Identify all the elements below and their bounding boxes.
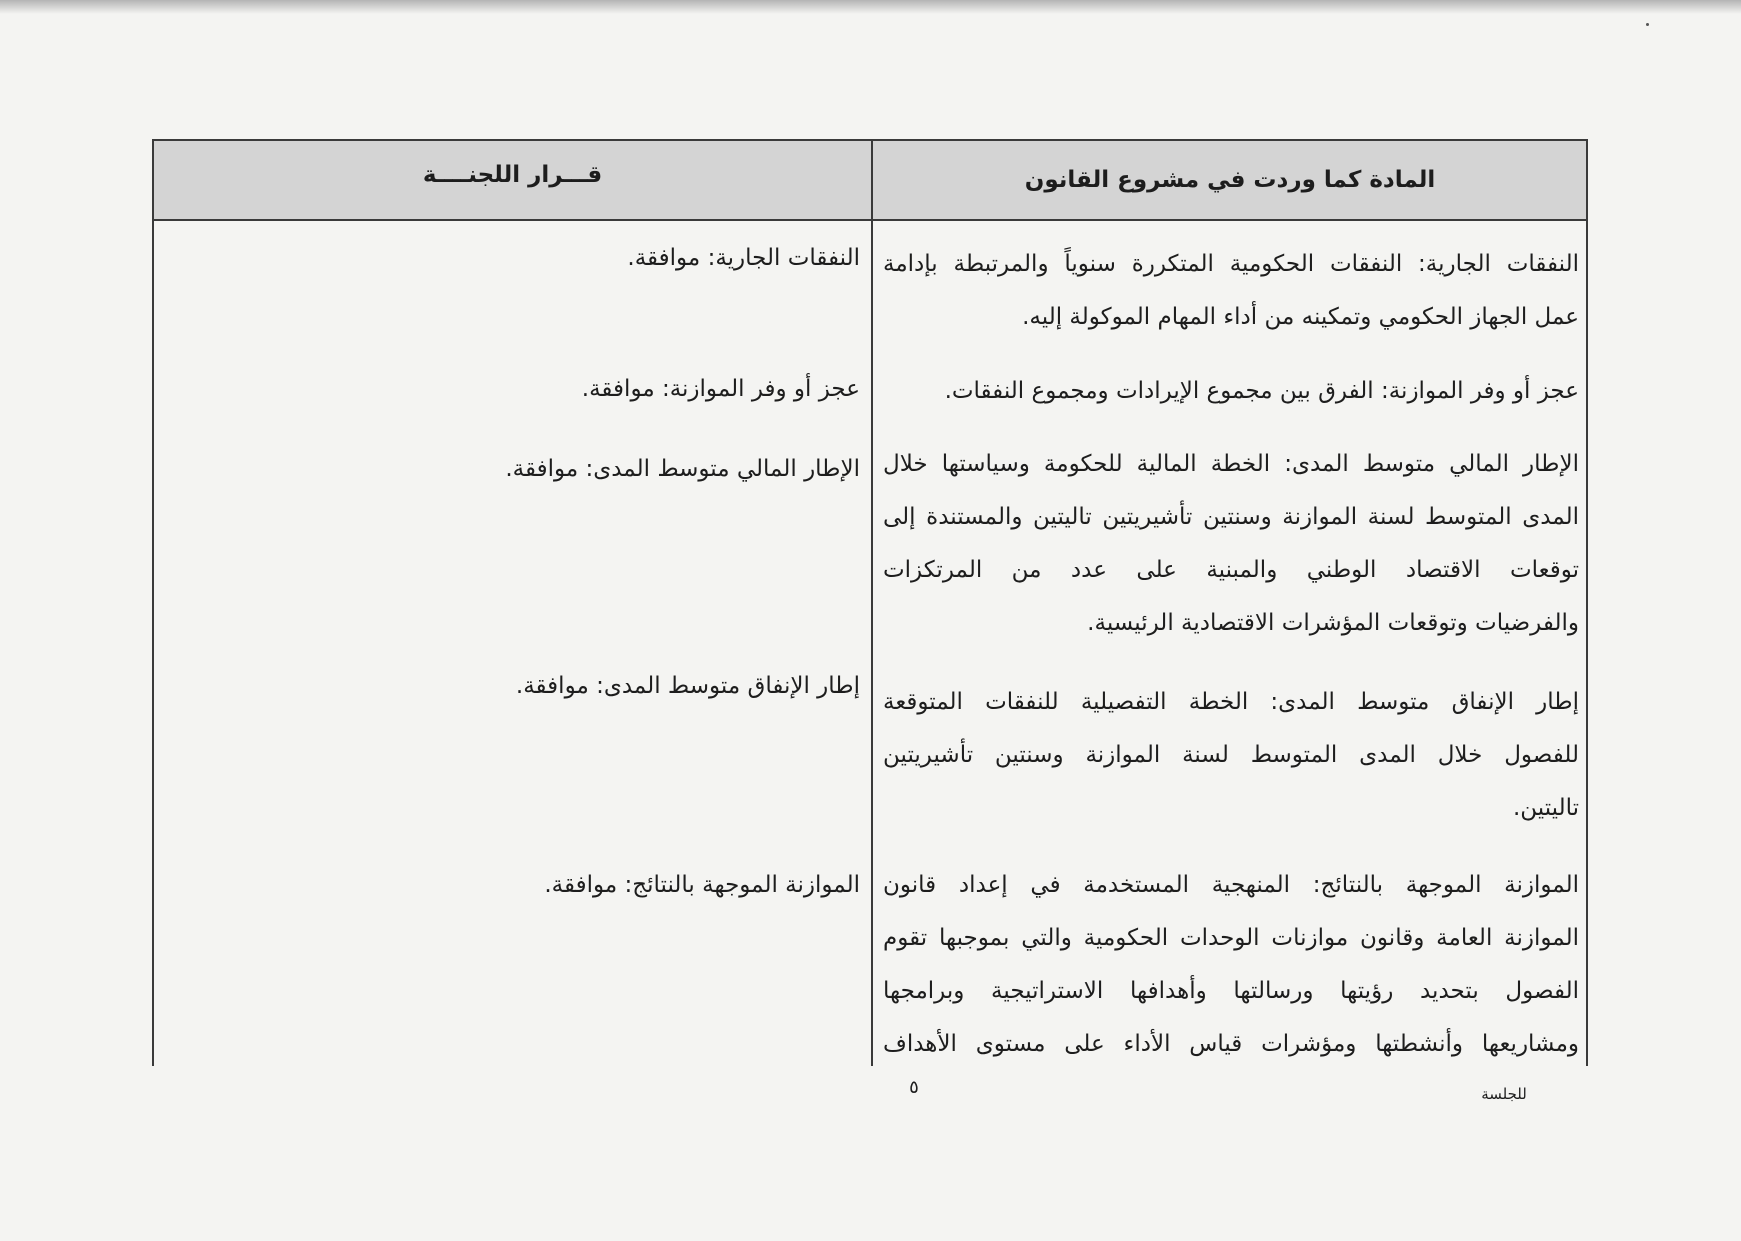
scan-speck	[1646, 23, 1649, 26]
article-line: الموازنة العامة وقانون موازنات الوحدات الحكومية والتي بموجبها تقوم	[883, 925, 1579, 951]
table-border-right	[1586, 139, 1588, 1066]
article-line: توقعات الاقتصاد الوطني والمبنية على عدد من المرتكزات	[883, 557, 1579, 583]
scan-edge-shadow	[0, 0, 1741, 14]
article-line: إطار الإنفاق متوسط المدى: الخطة التفصيلية للنفقات المتوقعة	[883, 689, 1579, 715]
article-text	[883, 676, 1579, 835]
table-row	[152, 232, 1588, 344]
article-text	[883, 238, 1579, 344]
table-row	[152, 363, 1588, 418]
article-line: للفصول خلال المدى المتوسط لسنة الموازنة وسنتين تأشيريتين	[883, 742, 1579, 768]
table-column-divider	[871, 139, 873, 1066]
session-label: للجلسة	[1481, 1085, 1527, 1103]
article-line: والفرضيات وتوقعات المؤشرات الاقتصادية الرئيسية.	[1087, 610, 1579, 636]
header-article-as-in-draft-law: المادة كما وردت في مشروع القانون	[1024, 167, 1436, 193]
article-text	[883, 859, 1579, 1071]
article-line: النفقات الجارية: النفقات الحكومية المتكررة سنوياً والمرتبطة بإدامة	[883, 251, 1579, 277]
article-line: عجز أو وفر الموازنة: الفرق بين مجموع الإيرادات ومجموع النفقات.	[944, 378, 1579, 404]
committee-decision-text: النفقات الجارية: موافقة.	[627, 245, 860, 271]
article-line: الإطار المالي متوسط المدى: الخطة المالية للحكومة وسياستها خلال	[883, 451, 1579, 477]
committee-decision-text: الإطار المالي متوسط المدى: موافقة.	[505, 456, 860, 482]
committee-decision-text: إطار الإنفاق متوسط المدى: موافقة.	[515, 673, 860, 699]
table-header-row	[152, 139, 1588, 221]
table-row	[152, 660, 1588, 835]
article-text	[883, 438, 1579, 650]
comparison-table	[152, 139, 1588, 1066]
table-row	[152, 438, 1588, 650]
article-line: الموازنة الموجهة بالنتائج: المنهجية المستخدمة في إعداد قانون	[883, 872, 1579, 898]
article-text	[883, 365, 1579, 418]
article-line: تاليتين.	[1512, 795, 1579, 821]
header-committee-decision: قـــرار اللجنــــة	[422, 162, 603, 188]
article-line: ومشاريعها وأنشطتها ومؤشرات قياس الأداء على مستوى الأهداف	[883, 1031, 1579, 1057]
article-line: عمل الجهاز الحكومي وتمكينه من أداء المهام الموكولة إليه.	[1022, 304, 1579, 330]
page-number: ٥	[909, 1077, 919, 1098]
article-line: المدى المتوسط لسنة الموازنة وسنتين تأشيريتين تاليتين والمستندة إلى	[883, 504, 1579, 530]
article-line: الفصول بتحديد رؤيتها ورسالتها وأهدافها الاستراتيجية وبرامجها	[883, 978, 1579, 1004]
table-row	[152, 859, 1588, 1071]
committee-decision-text: عجز أو وفر الموازنة: موافقة.	[581, 376, 860, 402]
table-border-left	[152, 139, 154, 1066]
committee-decision-text: الموازنة الموجهة بالنتائج: موافقة.	[544, 872, 860, 898]
